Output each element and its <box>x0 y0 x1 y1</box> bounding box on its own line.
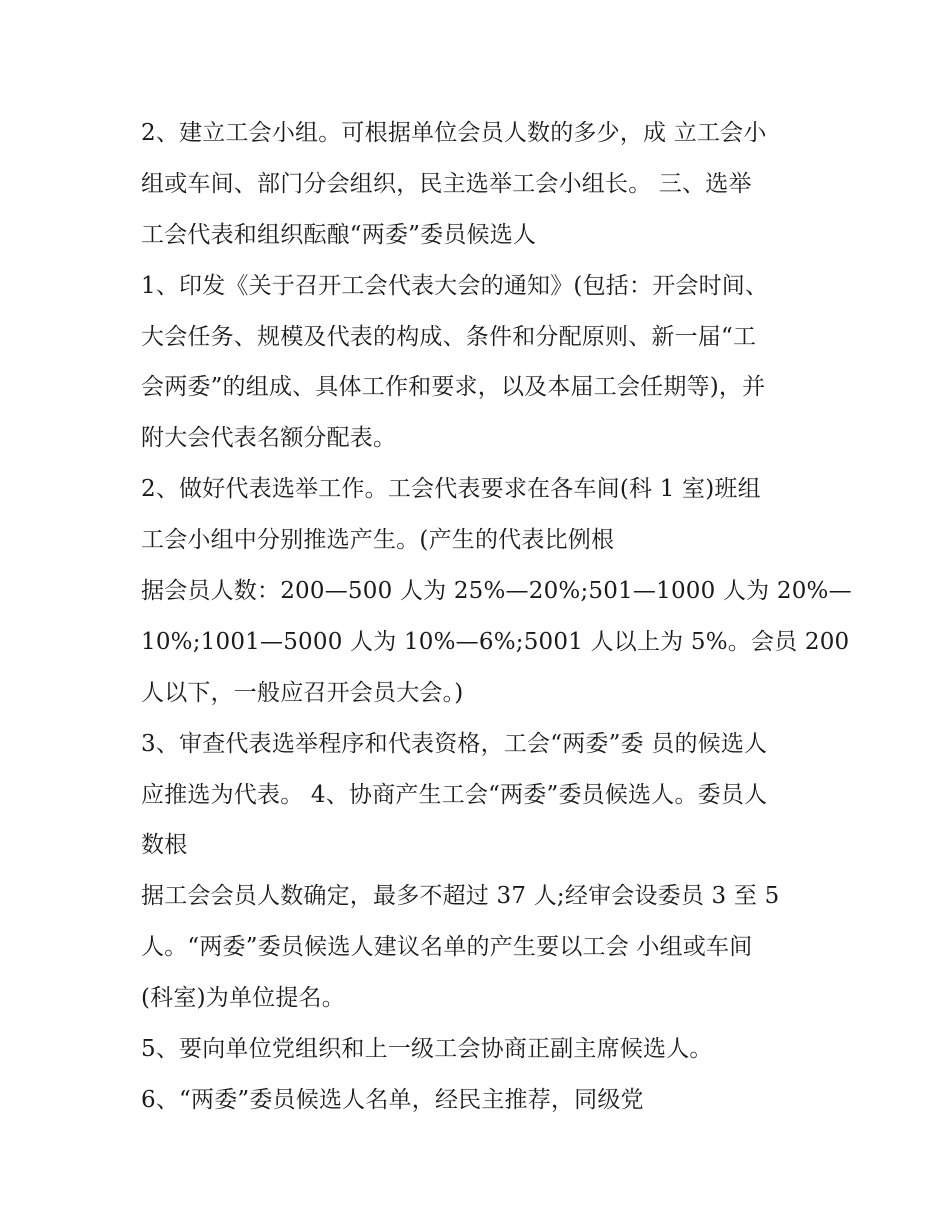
text-line: 2、做好代表选举工作。工会代表要求在各车间(科 1 室)班组 <box>141 476 761 503</box>
text-line: 应推选为代表。 4、协商产生工会“两委”委员候选人。委员人 <box>141 781 768 808</box>
text-line: 工会代表和组织酝酿“两委”委员候选人 <box>141 221 537 248</box>
text-line: 3、审查代表选举程序和代表资格，工会“两委”委 员的候选人 <box>141 730 768 757</box>
text-line: 数根 <box>141 832 188 859</box>
text-line: 6、“两委”委员候选人名单，经民主推荐，同级党 <box>141 1086 644 1113</box>
text-line: (科室)为单位提名。 <box>141 985 345 1012</box>
text-line: 据会员人数：200—500 人为 25%—20%;501—1000 人为 20%— <box>141 578 852 605</box>
text-line: 附大会代表名额分配表。 <box>141 425 397 452</box>
text-line: 组或车间、部门分会组织，民主选举工会小组长。 三、选举 <box>141 170 752 197</box>
text-line: 工会小组中分别推选产生。(产生的代表比例根 <box>141 527 615 554</box>
document-body <box>141 108 852 1126</box>
text-line: 人。“两委”委员候选人建议名单的产生要以工会 小组或车间 <box>141 934 753 961</box>
text-line: 5、要向单位党组织和上一级工会协商正副主席候选人。 <box>141 1036 713 1063</box>
text-line: 2、建立工会小组。可根据单位会员人数的多少，成 立工会小 <box>141 120 767 146</box>
text-line: 10%;1001—5000 人为 10%—6%;5001 人以上为 5%。会员 200 <box>141 628 850 655</box>
text-line: 大会任务、规模及代表的构成、条件和分配原则、新一届“工 <box>141 323 757 350</box>
text-line: 人以下，一般应召开会员大会。) <box>141 679 464 706</box>
text-line: 1、印发《关于召开工会代表大会的通知》(包括：开会时间、 <box>141 272 769 299</box>
text-line: 据工会会员人数确定，最多不超过 37 人;经审会设委员 3 至 5 <box>141 883 780 910</box>
text-line: 会两委”的组成、具体工作和要求，以及本届工会任期等)，并 <box>141 374 766 401</box>
